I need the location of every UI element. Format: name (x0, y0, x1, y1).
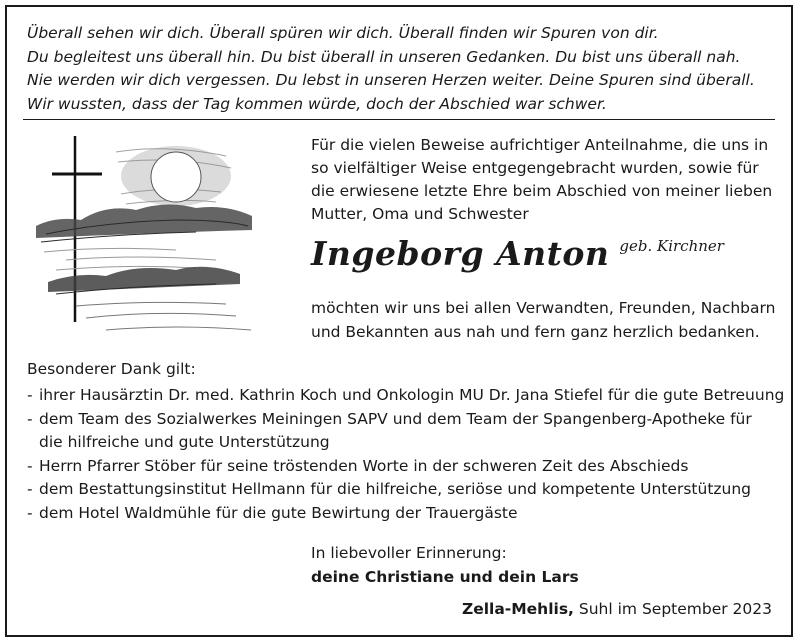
deceased-name: Ingeborg Anton (311, 234, 610, 273)
special-thanks-heading: Besonderer Dank gilt: (27, 360, 196, 378)
place-city: Zella-Mehlis, (461, 600, 574, 618)
list-item: - ihrer Hausärztin Dr. med. Kathrin Koch und Onkologin MU Dr. Jana Stiefel für die gute Betreuung (27, 386, 785, 404)
list-item-continuation: die hilfreiche und gute Unterstützung (39, 433, 330, 451)
intro-line: die erwiesene letzte Ehre beim Abschied von meiner lieben (311, 182, 773, 200)
cross-landscape-icon (26, 134, 266, 344)
list-item-text: Herrn Pfarrer Stöber für seine tröstenden Worte in der schweren Zeit des Abschieds (39, 456, 689, 475)
poem (27, 22, 777, 116)
place-date-text: Suhl im September 2023 (578, 600, 772, 618)
thanks-line: möchten wir uns bei allen Verwandten, Freunden, Nachbarn (311, 299, 776, 317)
list-item: - dem Hotel Waldmühle für die gute Bewirtung der Trauergäste (27, 503, 518, 522)
list-item: - dem Bestattungsinstitut Hellmann für die hilfreiche, seriöse und kompetente Unterstützung (27, 480, 752, 498)
intro-line: Mutter, Oma und Schwester (311, 205, 529, 223)
maiden-name: geb. Kirchner (619, 237, 724, 255)
closing-block (311, 541, 579, 589)
thanks-text (311, 296, 781, 344)
list-item-text: ihrer Hausärztin Dr. med. Kathrin Koch und Onkologin MU Dr. Jana Stiefel für die gute Betreuung (39, 386, 785, 404)
poem-line: Überall sehen wir dich. Überall spüren wir dich. Überall finden wir Spuren von dir. (27, 24, 659, 42)
divider (23, 119, 775, 120)
intro-line: so vielfältiger Weise entgegengebracht wurden, sowie für (311, 159, 759, 177)
intro-line: Für die vielen Beweise aufrichtiger Anteilnahme, die uns in (311, 136, 769, 154)
intro-text (311, 134, 781, 226)
list-item: - dem Team des Sozialwerkes Meiningen SAPV und dem Team der Spangenberg-Apotheke für (27, 409, 752, 428)
place-date (462, 597, 772, 621)
poem-line: Du begleitest uns überall hin. Du bist überall in unseren Gedanken. Du bist uns überall nah. (27, 47, 741, 66)
list-item: - Herrn Pfarrer Stöber für seine tröstenden Worte in der schweren Zeit des Abschieds (27, 456, 689, 475)
poem-line: Wir wussten, dass der Tag kommen würde, doch der Abschied war schwer. (27, 94, 607, 113)
signatories: deine Christiane und dein Lars (311, 568, 579, 586)
list-item-text: dem Bestattungsinstitut Hellmann für die hilfreiche, seriöse und kompetente Unterstützung (39, 480, 752, 498)
poem-line: Nie werden wir dich vergessen. Du lebst in unseren Herzen weiter. Deine Spuren sind überall. (27, 71, 755, 89)
list-item-text: dem Hotel Waldmühle für die gute Bewirtung der Trauergäste (39, 503, 518, 522)
thanks-line: und Bekannten aus nah und fern ganz herzlich bedanken. (311, 323, 760, 341)
list-item-text: dem Team des Sozialwerkes Meiningen SAPV und dem Team der Spangenberg-Apotheke für (39, 409, 752, 428)
special-thanks-list (27, 384, 787, 525)
deceased-name-block (311, 234, 724, 273)
closing-phrase: In liebevoller Erinnerung: (311, 544, 507, 562)
